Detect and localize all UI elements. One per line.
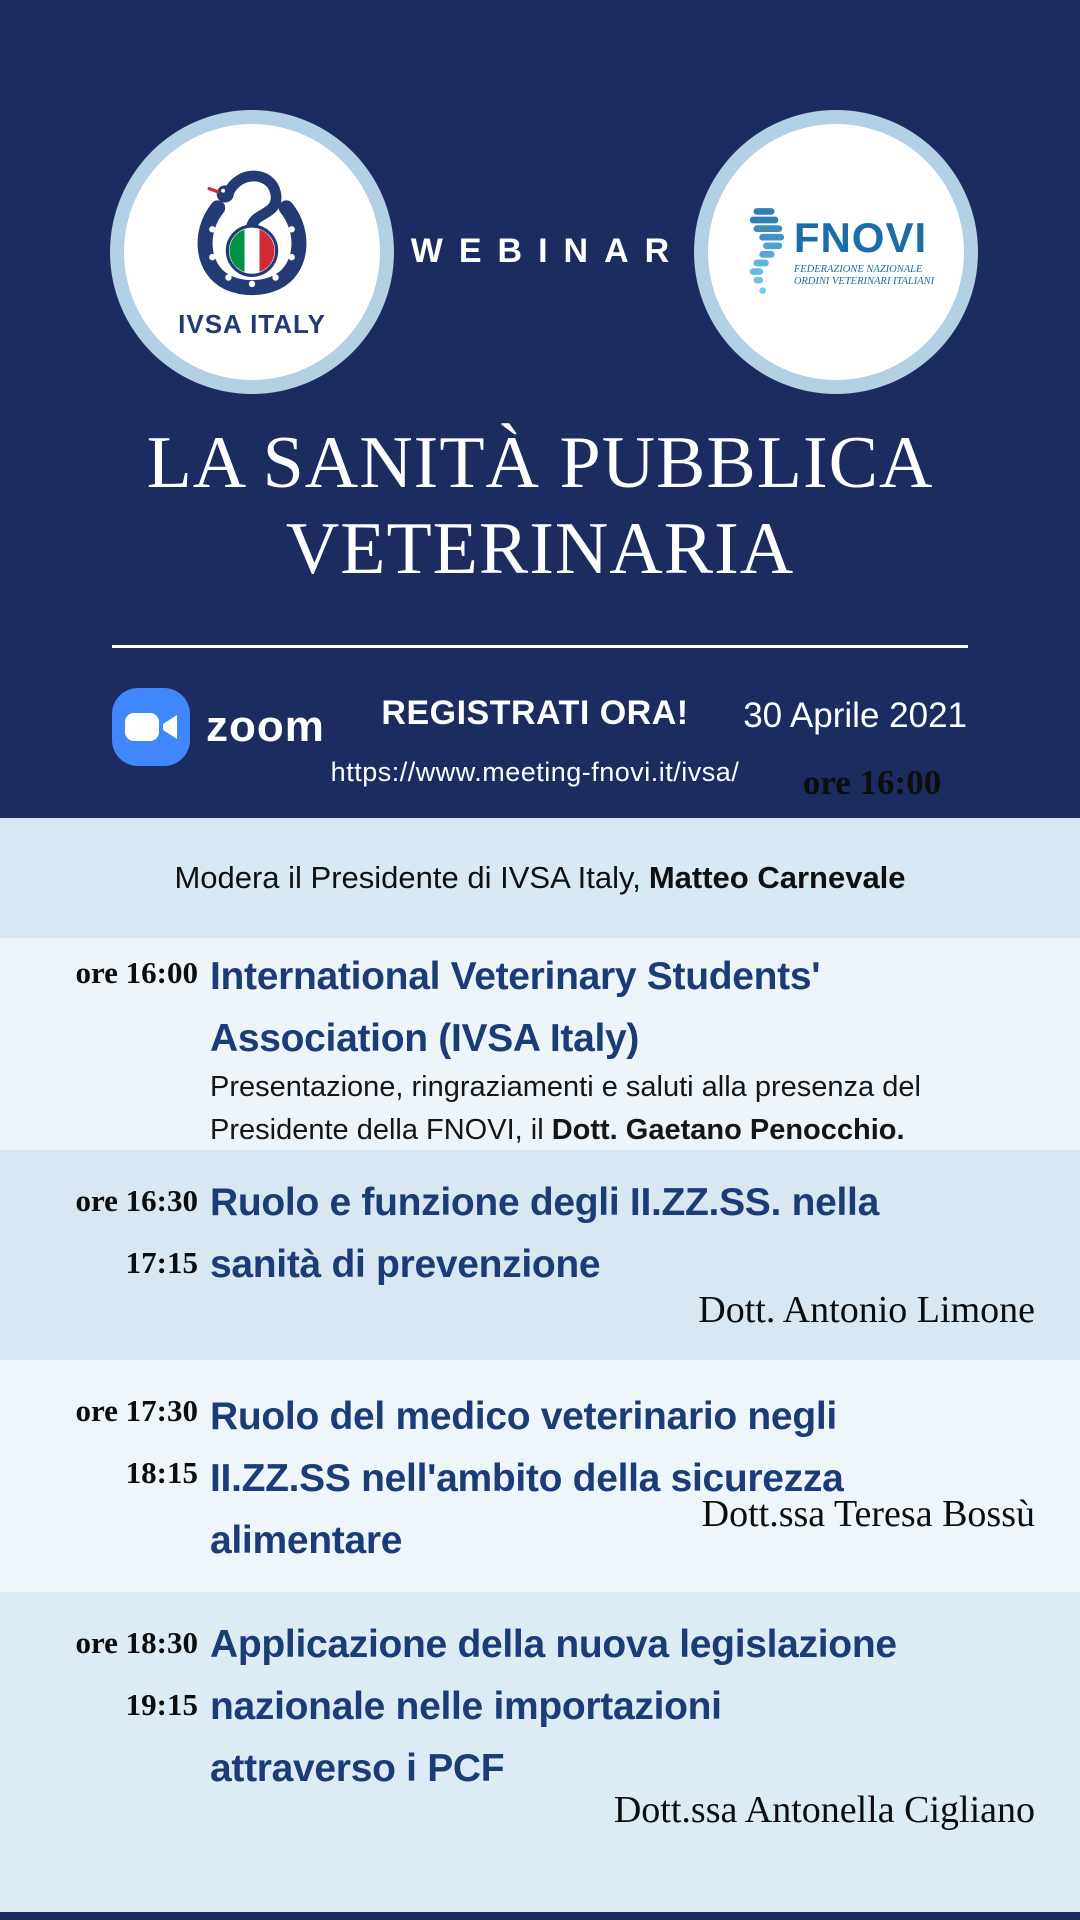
session-speaker: Dott. Antonio Limone — [698, 1289, 1035, 1331]
fnovi-subtitle-line1: FEDERAZIONE NAZIONALE — [793, 264, 923, 275]
register-url-link[interactable]: https://www.meeting-fnovi.it/ivsa/ — [330, 757, 740, 787]
poster-title — [0, 420, 1080, 592]
fnovi-logo-circle — [694, 110, 978, 394]
registration-block — [300, 694, 770, 788]
fnovi-subtitle-line2: ORDINI VETERINARI ITALIANI — [793, 276, 935, 287]
schedule-row-cigliano — [0, 1592, 1080, 1912]
session-title: International Veterinary Students' Association (IVSA Italy) — [210, 955, 821, 1060]
moderator-strip — [0, 818, 1080, 938]
event-datetime — [743, 696, 967, 802]
poster-title-line1: LA SANITÀ PUBBLICA — [146, 422, 934, 504]
session-title: Ruolo del medico veterinario negli II.ZZ.SS nell'ambito della sicurezza alimentare — [210, 1395, 844, 1562]
fnovi-wordmark: FNOVI — [793, 214, 928, 261]
session-description: Presentazione, ringraziamenti e saluti alla presenza del Presidente della FNOVI, il Dott. Gaetano Penocchio. — [210, 1071, 921, 1146]
poster-title-line2: VETERINARIA — [285, 508, 795, 590]
fnovi-snake-stripes-icon — [744, 204, 786, 300]
ivsa-logo-caption: IVSA ITALY — [178, 308, 326, 339]
schedule-row-bossu — [0, 1360, 1080, 1592]
event-start-time: ore 16:00 — [802, 763, 942, 802]
session-speaker: Dott.ssa Teresa Bossù — [701, 1493, 1035, 1535]
session-time: ore 16:00 — [75, 955, 198, 990]
session-time: ore 16:30 17:15 — [75, 1183, 198, 1280]
zoom-wordmark: zoom — [206, 702, 325, 751]
zoom-branding — [112, 688, 325, 766]
session-title: Ruolo e funzione degli II.ZZ.SS. nella sanità di prevenzione — [210, 1181, 879, 1286]
session-time: ore 18:30 19:15 — [75, 1625, 198, 1722]
footer-navy-bar — [0, 1912, 1080, 1920]
title-divider-line — [112, 645, 968, 648]
zoom-video-camera-icon — [112, 688, 190, 766]
register-cta-label: REGISTRATI ORA! — [381, 694, 689, 732]
session-speaker: Dott.ssa Antonella Cigliano — [613, 1789, 1035, 1831]
schedule-row-opening — [0, 938, 1080, 1150]
moderator-name: Matteo Carnevale — [648, 860, 906, 895]
schedule-row-limone — [0, 1150, 1080, 1360]
moderator-prefix: Modera il Presidente di IVSA Italy, — [174, 860, 641, 895]
session-title: Applicazione della nuova legislazione nazionale nelle importazioni attraverso i PCF — [210, 1623, 897, 1790]
webinar-label: WEBINAR — [410, 232, 686, 270]
event-date: 30 Aprile 2021 — [743, 696, 967, 735]
session-time: ore 17:30 18:15 — [75, 1393, 198, 1490]
